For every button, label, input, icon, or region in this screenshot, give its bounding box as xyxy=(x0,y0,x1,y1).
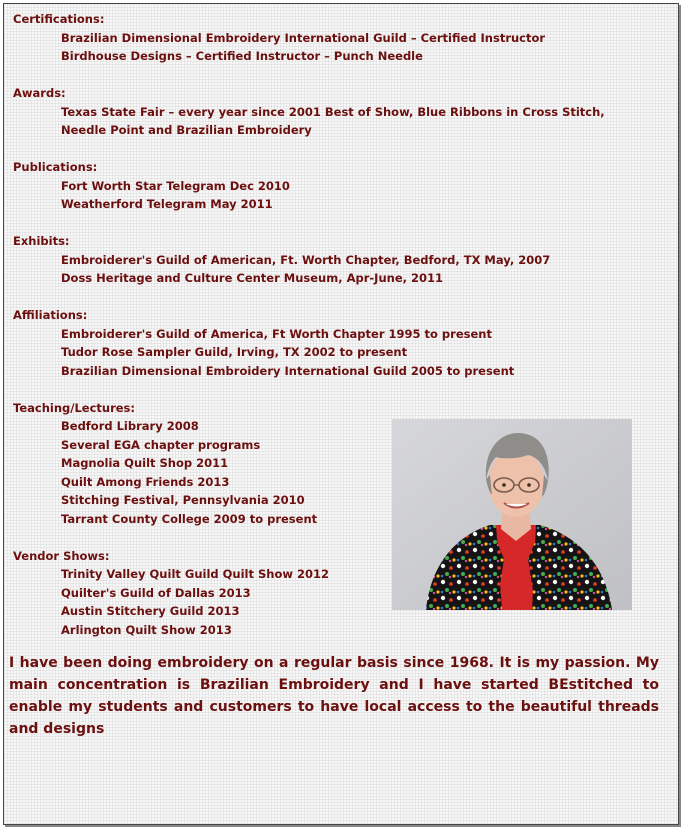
list-item: Brazilian Dimensional Embroidery International Guild – Certified Instructor xyxy=(61,30,546,45)
list-item: Brazilian Dimensional Embroidery International Guild 2005 to present xyxy=(61,363,515,378)
section-heading: Teaching/Lectures: xyxy=(13,400,135,415)
list-item: Austin Stitchery Guild 2013 xyxy=(61,604,240,618)
section-heading: Awards: xyxy=(13,86,66,100)
list-item: Several EGA chapter programs xyxy=(61,437,261,452)
section-heading: Affiliations: xyxy=(13,308,88,322)
list-item: Bedford Library 2008 xyxy=(61,419,199,433)
list-item: Birdhouse Designs – Certified Instructor – Punch Needle xyxy=(61,49,423,63)
section-heading: Vendor Shows: xyxy=(13,548,110,563)
list-item: Weatherford Telegram May 2011 xyxy=(61,197,273,211)
portrait-photo xyxy=(392,419,632,610)
list-item: Trinity Valley Quilt Guild Quilt Show 2012 xyxy=(61,567,329,581)
list-item: Magnolia Quilt Shop 2011 xyxy=(61,456,229,470)
list-item: Embroiderer's Guild of America, Ft Worth Chapter 1995 to present xyxy=(61,326,492,341)
list-item: Texas State Fair – every year since 2001 Best of Show, Blue Ribbons in Cross Stitch, Needle Point and Brazilian Embroidery xyxy=(61,104,605,137)
list-item: Fort Worth Star Telegram Dec 2010 xyxy=(61,178,290,193)
exhibits-section xyxy=(13,232,669,288)
awards-section xyxy=(13,84,669,140)
section-heading: Exhibits: xyxy=(13,234,70,248)
certifications-section xyxy=(13,10,669,66)
section-heading: Publications: xyxy=(13,160,98,174)
personal-statement: I have been doing embroidery on a regular basis since 1968. It is my passion. My main concentration is Brazilian Embroidery and I have started BEstitched to enable my students and customers to have local access to the beautiful threads and designs xyxy=(9,655,659,737)
list-item: Embroiderer's Guild of American, Ft. Worth Chapter, Bedford, TX May, 2007 xyxy=(61,252,551,267)
list-item: Quilter's Guild of Dallas 2013 xyxy=(61,585,251,600)
portrait-illustration xyxy=(392,419,632,610)
list-item: Arlington Quilt Show 2013 xyxy=(61,622,232,637)
publications-section xyxy=(13,158,669,214)
list-item: Tarrant County College 2009 to present xyxy=(61,511,318,526)
affiliations-section xyxy=(13,306,669,380)
section-heading: Certifications: xyxy=(13,12,105,26)
list-item: Quilt Among Friends 2013 xyxy=(61,474,230,489)
list-item: Doss Heritage and Culture Center Museum, Apr-June, 2011 xyxy=(61,271,444,285)
list-item: Stitching Festival, Pennsylvania 2010 xyxy=(61,493,305,507)
list-item: Tudor Rose Sampler Guild, Irving, TX 2002 to present xyxy=(61,345,408,359)
